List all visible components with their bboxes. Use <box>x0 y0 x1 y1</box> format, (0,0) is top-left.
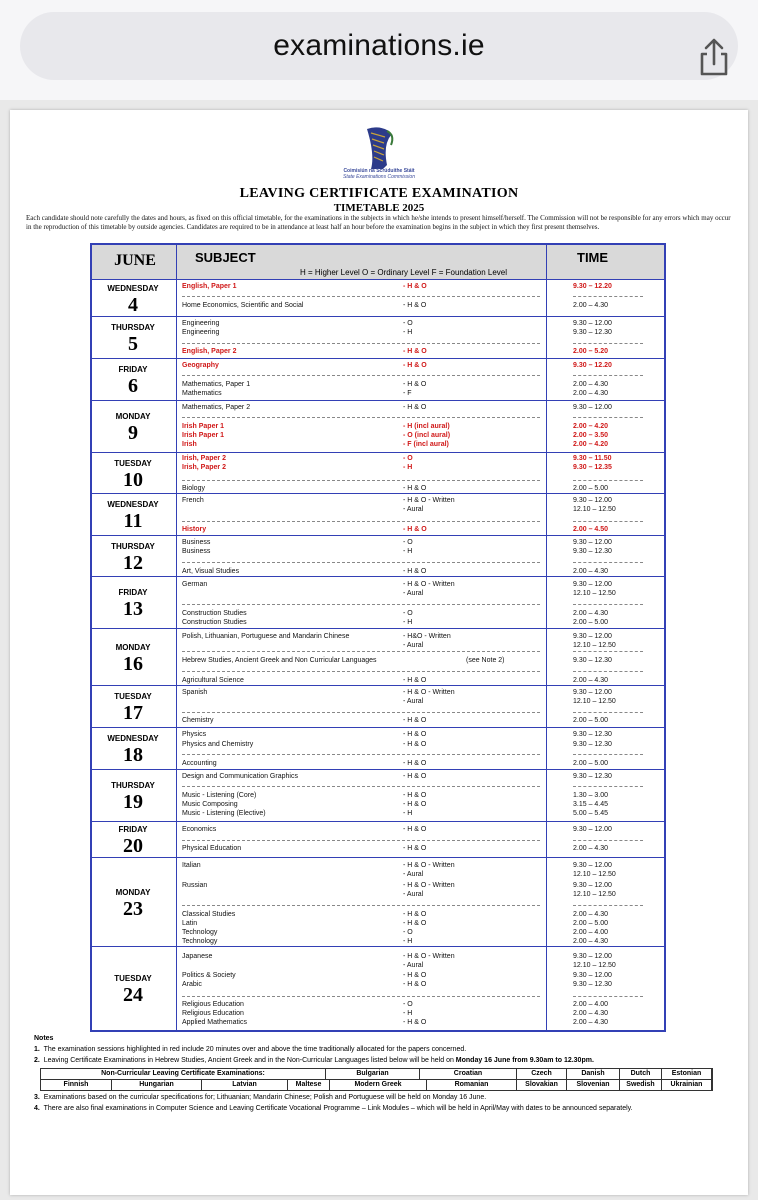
entry-level: - Aural <box>403 962 424 969</box>
entry-level: - H <box>403 464 413 471</box>
entry-subject: Arabic <box>182 981 202 988</box>
entry-subject: Business <box>182 539 211 546</box>
entry-level: - H & O <box>403 920 427 927</box>
language-cell: Ukrainian <box>662 1080 712 1091</box>
day-name: THURSDAY <box>111 323 155 332</box>
entry-level: - H & O <box>403 348 427 355</box>
day-number: 24 <box>123 984 143 1006</box>
col-time: TIME <box>577 250 609 265</box>
entry-time: 2.00 – 4.20 <box>573 423 609 430</box>
entry-time: 9.30 – 12.30 <box>573 657 612 664</box>
entry-subject: Mathematics <box>182 390 222 397</box>
entry-time: 9.30 – 12.30 <box>573 741 612 748</box>
day-name: FRIDAY <box>118 588 148 597</box>
day-number: 16 <box>123 652 143 675</box>
entry-time: 9.30 – 12.30 <box>573 548 612 555</box>
language-cell: Slovakian <box>517 1080 567 1091</box>
entry-level: - H & O <box>403 911 427 918</box>
entry-level: - H & O - Written <box>403 862 455 869</box>
entry-subject: Irish Paper 1 <box>182 432 225 439</box>
entry-subject: French <box>182 497 204 504</box>
entry-subject: English, Paper 1 <box>182 283 237 290</box>
entry-level: - H & O <box>403 773 427 780</box>
entry-subject: Latin <box>182 920 198 927</box>
entry-time: 9.30 – 11.50 <box>573 455 612 462</box>
entry-time: 2.00 – 4.50 <box>573 526 609 533</box>
entry-time: 12.10 – 12.50 <box>573 891 616 898</box>
language-cell: Croatian <box>420 1069 517 1080</box>
day-name: THURSDAY <box>111 541 155 551</box>
entry-level: - H & O - Written <box>403 497 455 504</box>
entry-time: 9.30 – 12.00 <box>573 826 612 833</box>
entry-level: - Aural <box>403 871 424 878</box>
entry-level: - H & O - Written <box>403 581 455 588</box>
page-title: LEAVING CERTIFICATE EXAMINATION <box>239 186 519 201</box>
day-name: TUESDAY <box>114 458 152 468</box>
note-4 <box>34 1105 633 1113</box>
entry-level: - O (incl aural) <box>403 432 451 439</box>
entry-time: 2.00 – 4.30 <box>573 677 609 684</box>
note-3-number: 3. <box>34 1094 40 1101</box>
day-number: 23 <box>123 897 143 920</box>
note-2 <box>34 1057 594 1065</box>
entry-subject: Music Composing <box>182 801 238 808</box>
entry-level: - Aural <box>403 642 424 649</box>
entry-level: - H & O <box>403 717 427 724</box>
entry-time: 2.00 – 5.20 <box>573 348 609 355</box>
entry-subject: Business <box>182 548 211 555</box>
day-number: 17 <box>123 702 143 724</box>
org-name-irish: Coimisiún na Scrúduithe Stáit <box>343 168 415 174</box>
day-number: 12 <box>123 551 143 574</box>
entry-time: 9.30 – 12.00 <box>573 862 612 869</box>
entry-subject: Classical Studies <box>182 911 236 918</box>
entry-time: 12.10 – 12.50 <box>573 871 616 878</box>
note-3 <box>34 1094 486 1102</box>
day-name: MONDAY <box>115 887 151 897</box>
note-2-date: Monday 16 June from 9.30am to 12.30pm. <box>455 1057 594 1064</box>
entry-level: - H & O <box>403 792 427 799</box>
day-number: 6 <box>128 375 138 397</box>
note-1 <box>34 1046 466 1054</box>
entry-level: - Aural <box>403 506 424 513</box>
entry-subject: Religious Education <box>182 1010 244 1017</box>
entry-subject: Irish, Paper 2 <box>182 464 226 471</box>
entry-subject: Irish <box>182 441 197 448</box>
language-cell: Slovenian <box>567 1080 620 1091</box>
note-1-number: 1. <box>34 1046 40 1053</box>
entry-time: 12.10 – 12.50 <box>573 642 616 649</box>
entry-level: - H <box>403 329 413 336</box>
entry-time: 2.00 – 4.30 <box>573 938 609 945</box>
entry-subject: Polish, Lithuanian, Portuguese and Mandarin Chinese <box>182 633 350 640</box>
entry-subject: Applied Mathematics <box>182 1019 247 1026</box>
language-cell: Hungarian <box>112 1080 202 1091</box>
entry-subject: Mathematics, Paper 2 <box>182 404 251 411</box>
entry-level: - H & O <box>403 1019 427 1026</box>
address-bar[interactable] <box>20 12 738 80</box>
page-subtitle: TIMETABLE 2025 <box>333 202 425 214</box>
entry-level: - H & O <box>403 845 427 852</box>
entry-level: - Aural <box>403 590 424 597</box>
entry-level: - H (incl aural) <box>403 423 450 430</box>
entry-time: 9.30 – 12.30 <box>573 773 612 780</box>
entry-time: 2.00 – 4.30 <box>573 390 609 397</box>
entry-time: 9.30 – 12.00 <box>573 497 612 504</box>
entry-subject: Agricultural Science <box>182 677 244 684</box>
entry-time: 2.00 – 5.00 <box>573 717 609 724</box>
entry-level: - H & O <box>403 677 427 684</box>
entry-subject: Economics <box>182 826 217 833</box>
day-name: TUESDAY <box>114 974 152 983</box>
entry-subject: Chemistry <box>182 717 214 724</box>
entry-time: 9.30 – 12.20 <box>573 362 612 369</box>
entry-time: 2.00 – 4.30 <box>573 1010 609 1017</box>
entry-subject: Irish, Paper 2 <box>182 455 226 462</box>
entry-subject: Technology <box>182 938 218 945</box>
entry-subject: Construction Studies <box>182 610 247 617</box>
day-name: THURSDAY <box>111 781 155 790</box>
col-month: JUNE <box>114 252 156 269</box>
entry-subject: Construction Studies <box>182 619 247 626</box>
entry-subject: Technology <box>182 929 218 936</box>
language-cell: Bulgarian <box>326 1069 420 1080</box>
day-name: WEDNESDAY <box>107 734 159 743</box>
entry-level: - H <box>403 548 413 555</box>
entry-subject: Music - Listening (Elective) <box>182 810 266 817</box>
entry-time: 2.00 – 5.00 <box>573 760 609 767</box>
language-cell: Estonian <box>662 1069 712 1080</box>
note-2-text: Leaving Certificate Examinations in Hebrew Studies, Ancient Greek and in the Non-Curricular Languages listed below will be held on <box>43 1057 456 1064</box>
entry-level: - O <box>403 1001 413 1008</box>
note-2-number: 2. <box>34 1057 40 1064</box>
entry-subject: Physics <box>182 731 207 738</box>
entry-level: - H & O - Written <box>403 953 455 960</box>
column-divider <box>546 245 547 1030</box>
org-name-english: State Examinations Commission <box>343 174 415 180</box>
entry-level: - H & O <box>403 283 427 290</box>
entry-subject: Italian <box>182 862 201 869</box>
entry-level: - O <box>403 455 413 462</box>
entry-time: 9.30 – 12.30 <box>573 731 612 738</box>
entry-level: - O <box>403 320 413 327</box>
language-cell: Maltese <box>288 1080 330 1091</box>
entry-level: - H & O <box>403 526 427 533</box>
entry-level: - H & O <box>403 760 427 767</box>
entry-time: 9.30 – 12.00 <box>573 581 612 588</box>
day-name: MONDAY <box>115 642 151 652</box>
entry-subject: Accounting <box>182 760 217 767</box>
entry-level: - H & O <box>403 972 427 979</box>
entry-time: 2.00 – 4.30 <box>573 381 609 388</box>
level-legend: H = Higher Level O = Ordinary Level F = Foundation Level <box>300 268 507 277</box>
entry-level: - H & O <box>403 731 427 738</box>
entry-subject: Design and Communication Graphics <box>182 773 298 780</box>
entry-level: - H & O <box>403 381 427 388</box>
entry-time: 2.00 – 4.30 <box>573 568 609 575</box>
language-cell: Czech <box>517 1069 567 1080</box>
entry-subject: Engineering <box>182 320 220 327</box>
entry-level: - H <box>403 1010 413 1017</box>
entry-level: - H & O <box>403 404 427 411</box>
entry-subject: Physics and Chemistry <box>182 741 254 748</box>
entry-time: 2.00 – 4.30 <box>573 302 609 309</box>
entry-time: 9.30 – 12.00 <box>573 882 612 889</box>
day-number: 11 <box>123 510 143 532</box>
day-number: 18 <box>123 744 143 766</box>
day-number: 13 <box>123 598 143 620</box>
entry-level: - H & O - Written <box>403 882 455 889</box>
entry-level: - H <box>403 619 413 626</box>
entry-level: (see Note 2) <box>466 657 505 664</box>
entry-time: 9.30 – 12.30 <box>573 329 612 336</box>
entry-subject: German <box>182 581 208 588</box>
entry-time: 9.30 – 12.20 <box>573 283 612 290</box>
day-name: WEDNESDAY <box>107 500 159 509</box>
entry-subject: Art, Visual Studies <box>182 568 240 575</box>
note-4-number: 4. <box>34 1105 40 1112</box>
entry-time: 2.00 – 4.30 <box>573 911 609 918</box>
entry-time: 2.00 – 5.00 <box>573 619 609 626</box>
entry-level: - F <box>403 390 412 397</box>
day-number: 5 <box>128 333 138 355</box>
entry-time: 9.30 – 12.00 <box>573 689 612 696</box>
entry-subject: Spanish <box>182 689 208 696</box>
entry-level: - O <box>403 929 413 936</box>
entry-level: - H & O - Written <box>403 689 455 696</box>
language-cell: Modern Greek <box>330 1080 427 1091</box>
entry-level: - H&O - Written <box>403 633 451 640</box>
entry-time: 2.00 – 4.30 <box>573 1019 609 1026</box>
day-number: 19 <box>123 791 143 813</box>
entry-level: - H & O <box>403 485 427 492</box>
language-cell: Romanian <box>427 1080 517 1091</box>
language-cell: Swedish <box>620 1080 662 1091</box>
entry-subject: Hebrew Studies, Ancient Greek and Non Curricular Languages <box>182 657 377 664</box>
entry-time: 2.00 – 5.00 <box>573 920 609 927</box>
entry-time: 2.00 – 5.00 <box>573 485 609 492</box>
entry-time: 9.30 – 12.35 <box>573 464 612 471</box>
entry-level: - H & O <box>403 826 427 833</box>
day-number: 10 <box>123 468 143 491</box>
entry-subject: Japanese <box>182 953 213 960</box>
entry-time: 9.30 – 12.00 <box>573 539 612 546</box>
languages-heading: Non-Curricular Leaving Certificate Examinations: <box>41 1069 326 1080</box>
language-cell: Latvian <box>202 1080 288 1091</box>
entry-subject: Russian <box>182 882 208 889</box>
entry-time: 12.10 – 12.50 <box>573 590 616 597</box>
share-icon[interactable] <box>688 30 740 82</box>
notes-heading: Notes <box>34 1035 54 1042</box>
entry-level: - O <box>403 539 413 546</box>
entry-level: - Aural <box>403 698 424 705</box>
entry-subject: English, Paper 2 <box>182 348 237 355</box>
entry-subject: Music - Listening (Core) <box>182 792 257 799</box>
entry-subject: Physical Education <box>182 845 242 852</box>
entry-subject: Politics & Society <box>182 972 236 979</box>
entry-subject: Geography <box>182 362 219 369</box>
url-text[interactable]: examinations.ie <box>273 29 485 62</box>
entry-time: 9.30 – 12.00 <box>573 404 612 411</box>
day-name: FRIDAY <box>118 365 148 374</box>
day-name: WEDNESDAY <box>107 283 159 293</box>
entry-subject: Religious Education <box>182 1001 244 1008</box>
entry-level: - H & O <box>403 981 427 988</box>
entry-level: - H & O <box>403 568 427 575</box>
entry-time: 2.00 – 4.00 <box>573 1001 609 1008</box>
note-3-text: Examinations based on the curricular specifications for; Lithuanian; Mandarin Chinese; Polish and Portuguese will be held on Monday 16 June. <box>43 1094 487 1101</box>
note-4-text: There are also final examinations in Computer Science and Leaving Certificate Vocational Programme – Link Modules – which will be held in April/May with dates to be announced separately. <box>43 1105 633 1112</box>
day-name: MONDAY <box>115 412 151 421</box>
entry-level: - F (incl aural) <box>403 441 449 448</box>
entry-time: 9.30 – 12.00 <box>573 953 612 960</box>
entry-subject: History <box>182 526 207 533</box>
entry-time: 2.00 – 3.50 <box>573 432 609 439</box>
entry-time: 9.30 – 12.00 <box>573 972 612 979</box>
entry-time: 9.30 – 12.30 <box>573 981 612 988</box>
entry-time: 3.15 – 4.45 <box>573 801 609 808</box>
language-cell: Dutch <box>620 1069 662 1080</box>
entry-time: 2.00 – 4.00 <box>573 929 609 936</box>
entry-level: - H <box>403 938 413 945</box>
entry-level: - H & O <box>403 801 427 808</box>
non-curricular-languages-table <box>40 1068 713 1091</box>
entry-time: 12.10 – 12.50 <box>573 698 616 705</box>
entry-level: - O <box>403 610 413 617</box>
intro-text: Each candidate should note carefully the dates and hours, as fixed on this official timetable, for the examinations in the subjects in which he/she intends to present himself/herself. The Commission will not be responsible for any errors which may occur in the reproduction of this timetable by outside agencies. Candidates are required to be in attendance at least half an hour before the examination begins in the subject in which they first present themselves. <box>26 214 731 231</box>
entry-time: 12.10 – 12.50 <box>573 962 616 969</box>
entry-time: 2.00 – 4.30 <box>573 845 609 852</box>
entry-time: 1.30 – 3.00 <box>573 792 609 799</box>
entry-time: 12.10 – 12.50 <box>573 506 616 513</box>
day-number: 20 <box>123 835 143 857</box>
entry-level: - H <box>403 810 413 817</box>
entry-level: - H & O <box>403 741 427 748</box>
day-name: TUESDAY <box>114 692 152 701</box>
entry-level: - Aural <box>403 891 424 898</box>
entry-subject: Engineering <box>182 329 220 336</box>
entry-subject: Mathematics, Paper 1 <box>182 381 251 388</box>
entry-level: - H & O <box>403 362 427 369</box>
column-divider <box>176 245 177 1030</box>
entry-time: 9.30 – 12.00 <box>573 320 612 327</box>
language-cell: Danish <box>567 1069 620 1080</box>
col-subject: SUBJECT <box>195 250 256 265</box>
day-name: FRIDAY <box>118 825 148 834</box>
day-number: 4 <box>128 293 138 316</box>
day-number: 9 <box>128 422 138 444</box>
entry-subject: Home Economics, Scientific and Social <box>182 302 304 309</box>
entry-time: 5.00 – 5.45 <box>573 810 609 817</box>
entry-level: - H & O <box>403 302 427 309</box>
note-1-text: The examination sessions highlighted in red include 20 minutes over and above the time traditionally allocated for the papers concerned. <box>43 1046 467 1053</box>
entry-time: 2.00 – 4.20 <box>573 441 609 448</box>
entry-time: 9.30 – 12.00 <box>573 633 612 640</box>
browser-toolbar <box>0 0 758 101</box>
entry-time: 2.00 – 4.30 <box>573 610 609 617</box>
entry-subject: Irish Paper 1 <box>182 423 225 430</box>
entry-subject: Biology <box>182 485 205 492</box>
language-cell: Finnish <box>41 1080 112 1091</box>
